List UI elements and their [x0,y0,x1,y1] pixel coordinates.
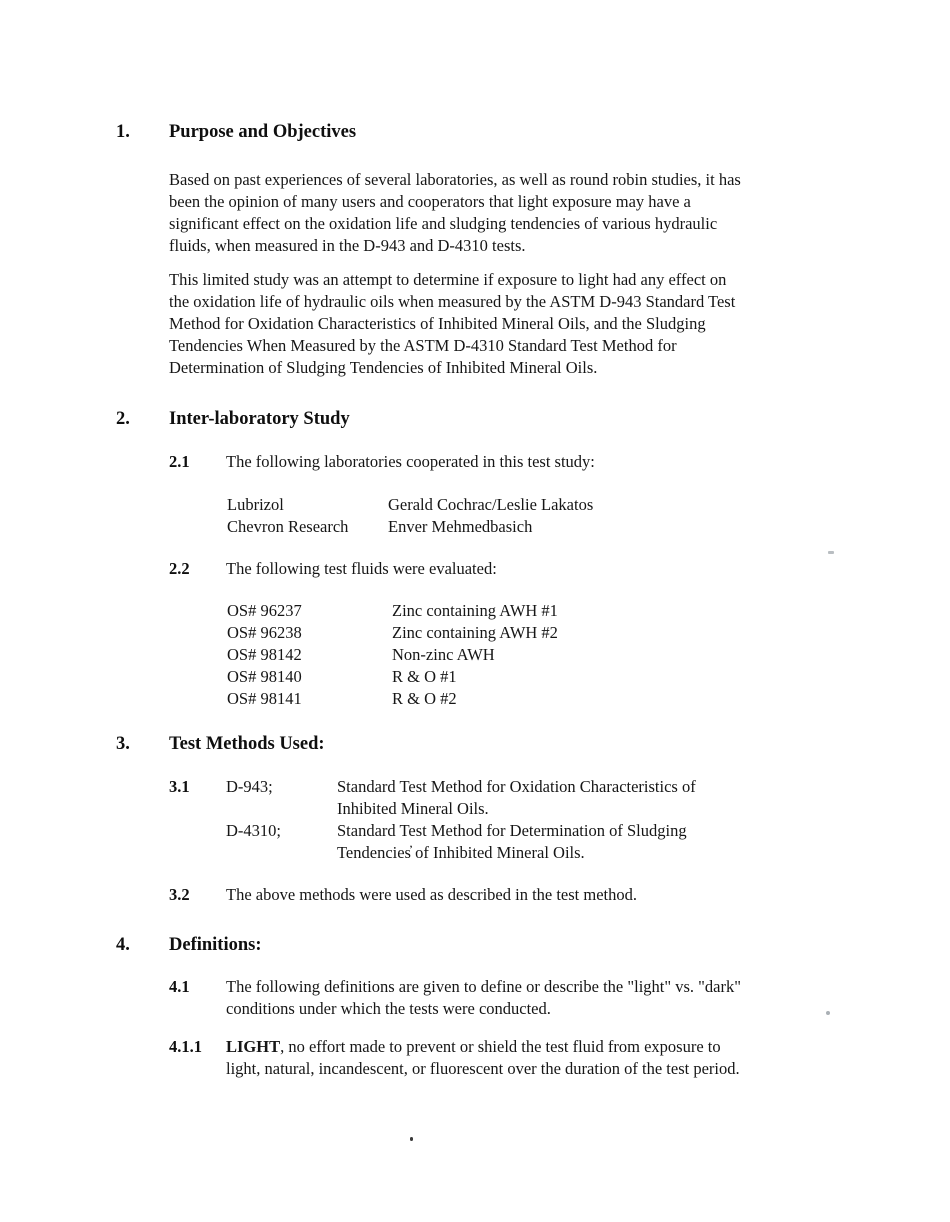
section-number: 1. [116,122,130,142]
lab-people: Gerald Cochrac/Leslie Lakatos [388,495,594,514]
defined-term: LIGHT [226,1037,281,1056]
text-line: The following definitions are given to define or describe the "light" vs. "dark" [226,977,741,996]
fluid-desc: Zinc containing AWH #1 [392,601,558,620]
method-row [226,776,696,820]
item-2-2 [169,558,950,580]
lab-people: Enver Mehmedbasich [388,517,533,536]
text-line: fluids, when measured in the D-943 and D-4310 tests. [169,236,526,255]
text-line: conditions under which the tests were conducted. [226,999,551,1018]
item-3-1 [169,776,950,864]
section-definitions [116,932,950,1080]
text-line: Based on past experiences of several laboratories, as well as round robin studies, it has [169,170,741,189]
paragraph [169,269,950,379]
text-line: The following laboratories cooperated in this test study: [226,452,595,471]
fluid-desc: R & O #1 [392,667,457,686]
fluid-desc: Non-zinc AWH [392,645,495,664]
item-number: 4.1 [169,977,190,996]
section-title: Definitions: [169,935,262,955]
fluid-id: OS# 98142 [227,645,302,664]
text-line: light, natural, incandescent, or fluorescent over the duration of the test period. [226,1059,740,1078]
definition-text: , no effort made to prevent or shield the test fluid from exposure to [280,1037,721,1056]
text-line: This limited study was an attempt to determine if exposure to light had any effect on [169,270,727,289]
section-title: Test Methods Used: [169,734,325,754]
scan-speck [828,551,834,554]
text-line: Determination of Sludging Tendencies of Inhibited Mineral Oils. [169,358,598,377]
text-line: Method for Oxidation Characteristics of Inhibited Mineral Oils, and the Sludging [169,314,706,333]
fluid-row [227,600,950,622]
item-3-2 [169,884,950,906]
section-number: 2. [116,409,130,429]
fluid-id: OS# 98141 [227,689,302,708]
text-line: Tendencies̓ of Inhibited Mineral Oils. [337,843,585,862]
section-heading [116,932,950,958]
section-body [169,776,950,906]
fluid-row [227,688,950,710]
text-line [226,1036,740,1058]
item-2-1 [169,451,950,473]
item-number: 3.2 [169,885,190,904]
section-body [169,169,950,379]
section-heading [116,406,950,432]
section-body [169,451,950,710]
text-line: The above methods were used as described in the test method. [226,885,638,904]
text-line: Standard Test Method for Determination of Sludging [337,821,687,840]
text-line: been the opinion of many users and cooperators that light exposure may have a [169,192,691,211]
section-interlab-study [116,406,950,710]
method-code: D-943; [226,777,273,796]
item-number: 4.1.1 [169,1037,202,1056]
section-test-methods [116,731,950,906]
lab-row [227,516,950,538]
fluid-row [227,666,950,688]
section-title: Inter-laboratory Study [169,409,350,429]
text-line: Inhibited Mineral Oils. [337,799,489,818]
text-line: Tendencies When Measured by the ASTM D-4310 Standard Test Method for [169,336,677,355]
item-number: 2.1 [169,452,190,471]
fluid-id: OS# 98140 [227,667,302,686]
paragraph [169,169,950,257]
fluid-id: OS# 96238 [227,623,302,642]
lab-name: Chevron Research [227,517,349,536]
item-4-1-1 [169,1036,950,1080]
text-line: the oxidation life of hydraulic oils when measured by the ASTM D-943 Standard Test [169,292,736,311]
item-number: 3.1 [169,777,190,796]
section-number: 3. [116,734,130,754]
fluid-id: OS# 96237 [227,601,302,620]
fluid-desc: R & O #2 [392,689,457,708]
scan-speck [826,1011,830,1015]
laboratories-list [227,494,950,538]
lab-name: Lubrizol [227,495,284,514]
scan-dot [410,1137,413,1141]
fluids-list [227,600,950,710]
section-purpose [116,119,950,379]
section-body [169,976,950,1080]
fluid-row [227,644,950,666]
text-line: significant effect on the oxidation life and sludging tendencies of various hydraulic [169,214,718,233]
section-number: 4. [116,935,130,955]
fluid-desc: Zinc containing AWH #2 [392,623,558,642]
text-line: The following test fluids were evaluated: [226,559,497,578]
item-number: 2.2 [169,559,190,578]
text-line: Standard Test Method for Oxidation Characteristics of [337,777,696,796]
lab-row [227,494,950,516]
fluid-row [227,622,950,644]
method-row [226,820,696,864]
section-heading [116,731,950,757]
item-4-1 [169,976,950,1020]
method-code: D-4310; [226,821,281,840]
section-heading [116,119,950,145]
section-title: Purpose and Objectives [169,122,357,142]
